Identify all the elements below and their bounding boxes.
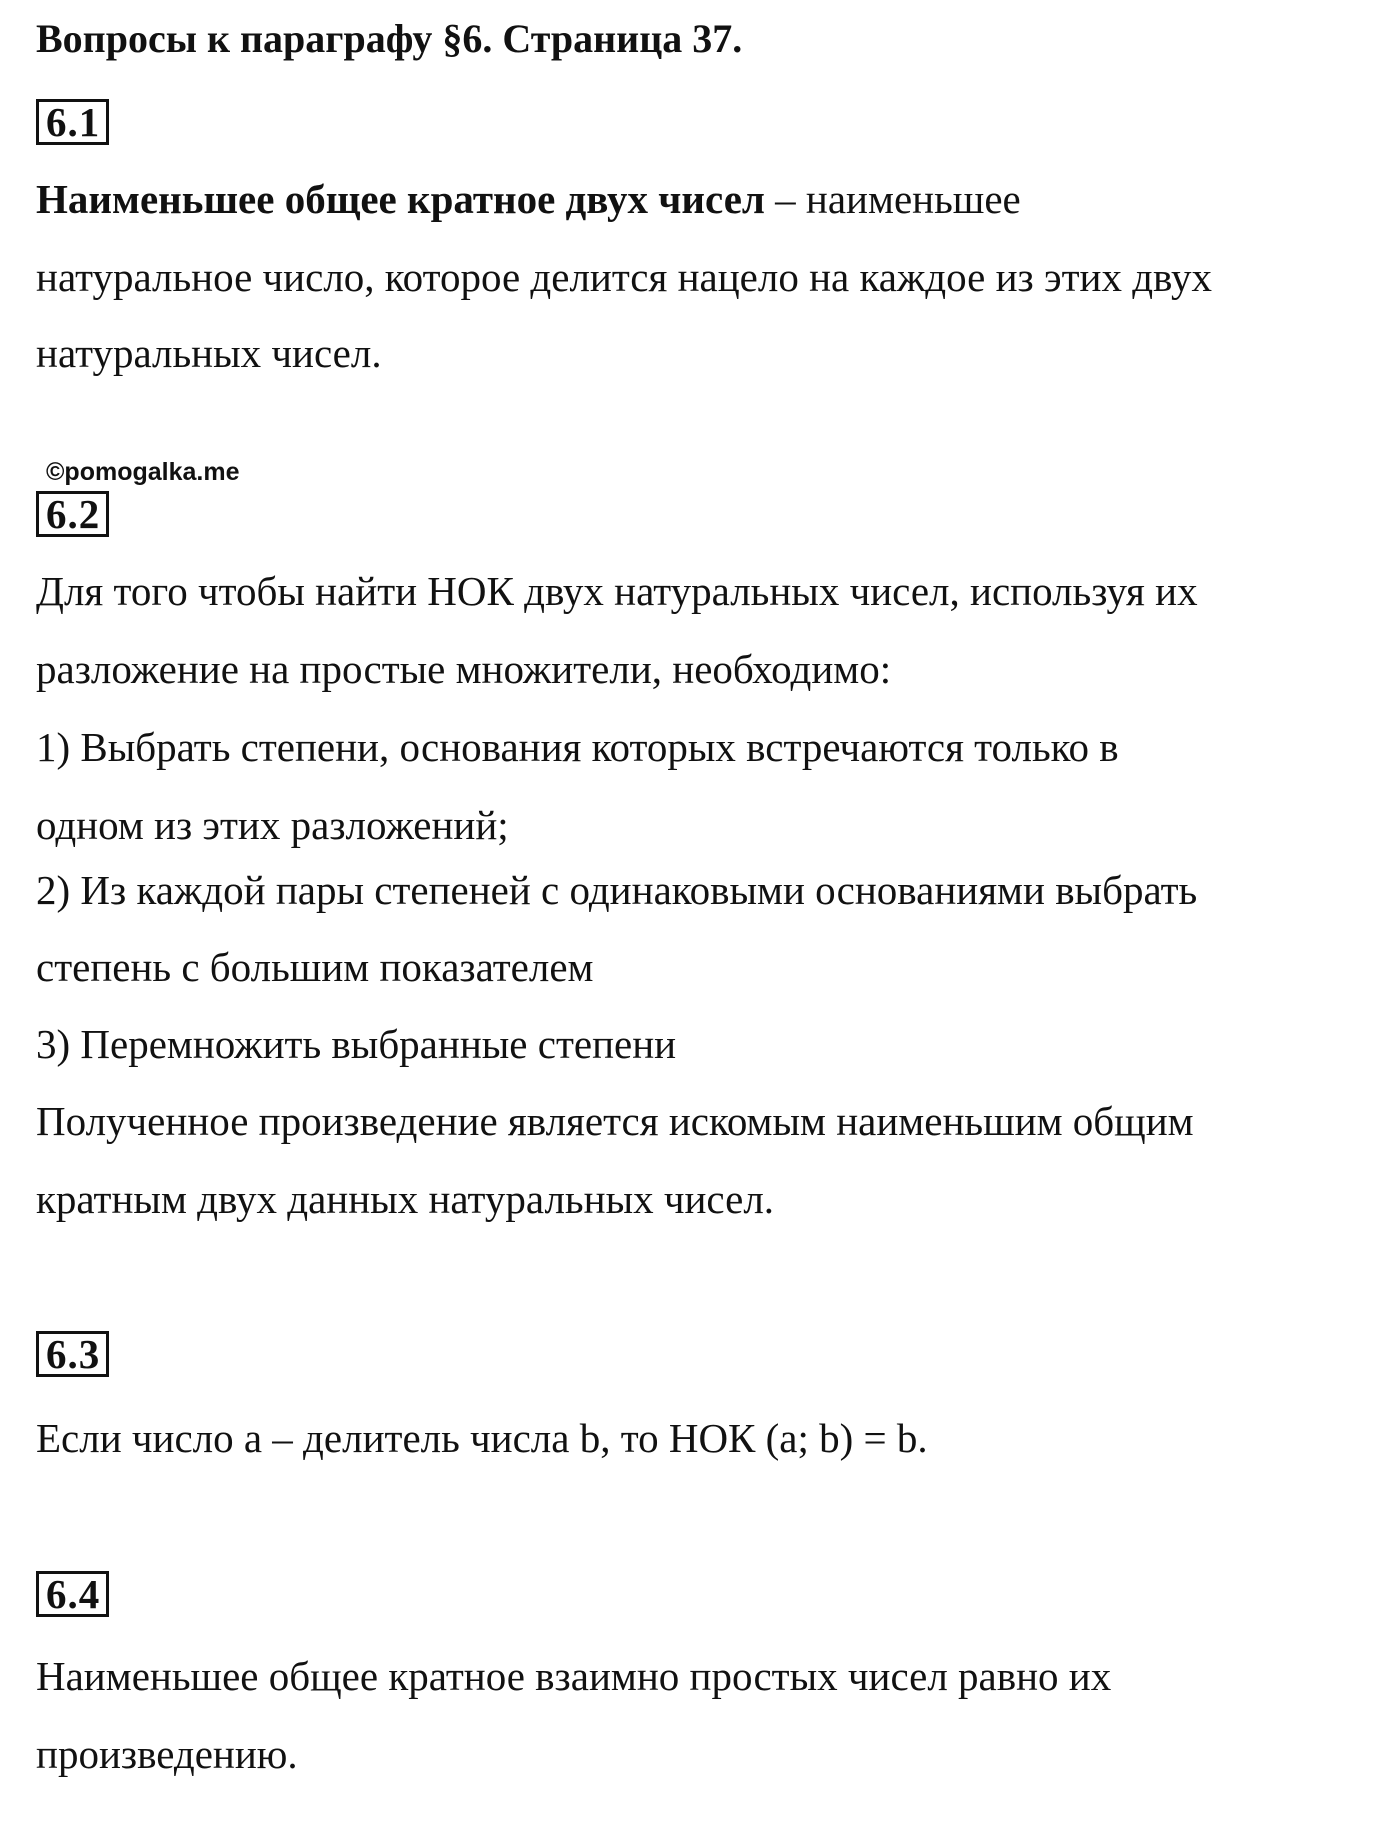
section-number-6-2: 6.2 [36, 491, 109, 537]
section-6-2-line: кратным двух данных натуральных чисел. [36, 1176, 775, 1222]
section-6-2-line: 1) Выбрать степени, основания которых встречаются только в [36, 724, 1119, 770]
section-6-2-line: Для того чтобы найти НОК двух натуральных чисел, используя их [36, 568, 1198, 614]
section-6-2-line: 3) Перемножить выбранные степени [36, 1021, 677, 1067]
section-6-1-definition [36, 170, 1021, 228]
section-6-2-line: степень с большим показателем [36, 944, 594, 990]
section-6-4-line: Наименьшее общее кратное взаимно простых чисел равно их [36, 1653, 1112, 1699]
definition-tail: – наименьшее [764, 176, 1021, 222]
section-number-6-4: 6.4 [36, 1571, 109, 1617]
section-6-4-line: произведению. [36, 1731, 298, 1777]
section-6-3-line: Если число a – делитель числа b, то НОК (a; b) = b. [36, 1415, 928, 1461]
section-number-6-3: 6.3 [36, 1331, 109, 1377]
section-6-2-line: 2) Из каждой пары степеней с одинаковыми основаниями выбрать [36, 867, 1198, 913]
page-title: Вопросы к параграфу §6. Страница 37. [36, 16, 743, 61]
section-6-2-line: Полученное произведение является искомым наименьшим общим [36, 1098, 1194, 1144]
section-6-2-line: одном из этих разложений; [36, 802, 509, 848]
section-6-1-line: натуральных чисел. [36, 330, 382, 376]
definition-term: Наименьшее общее кратное двух чисел [36, 176, 765, 222]
watermark-text: ©pomogalka.me [46, 458, 240, 486]
section-number-6-1: 6.1 [36, 99, 109, 145]
section-6-2-line: разложение на простые множители, необходимо: [36, 646, 892, 692]
section-6-1-line: натуральное число, которое делится нацело на каждое из этих двух [36, 254, 1213, 300]
